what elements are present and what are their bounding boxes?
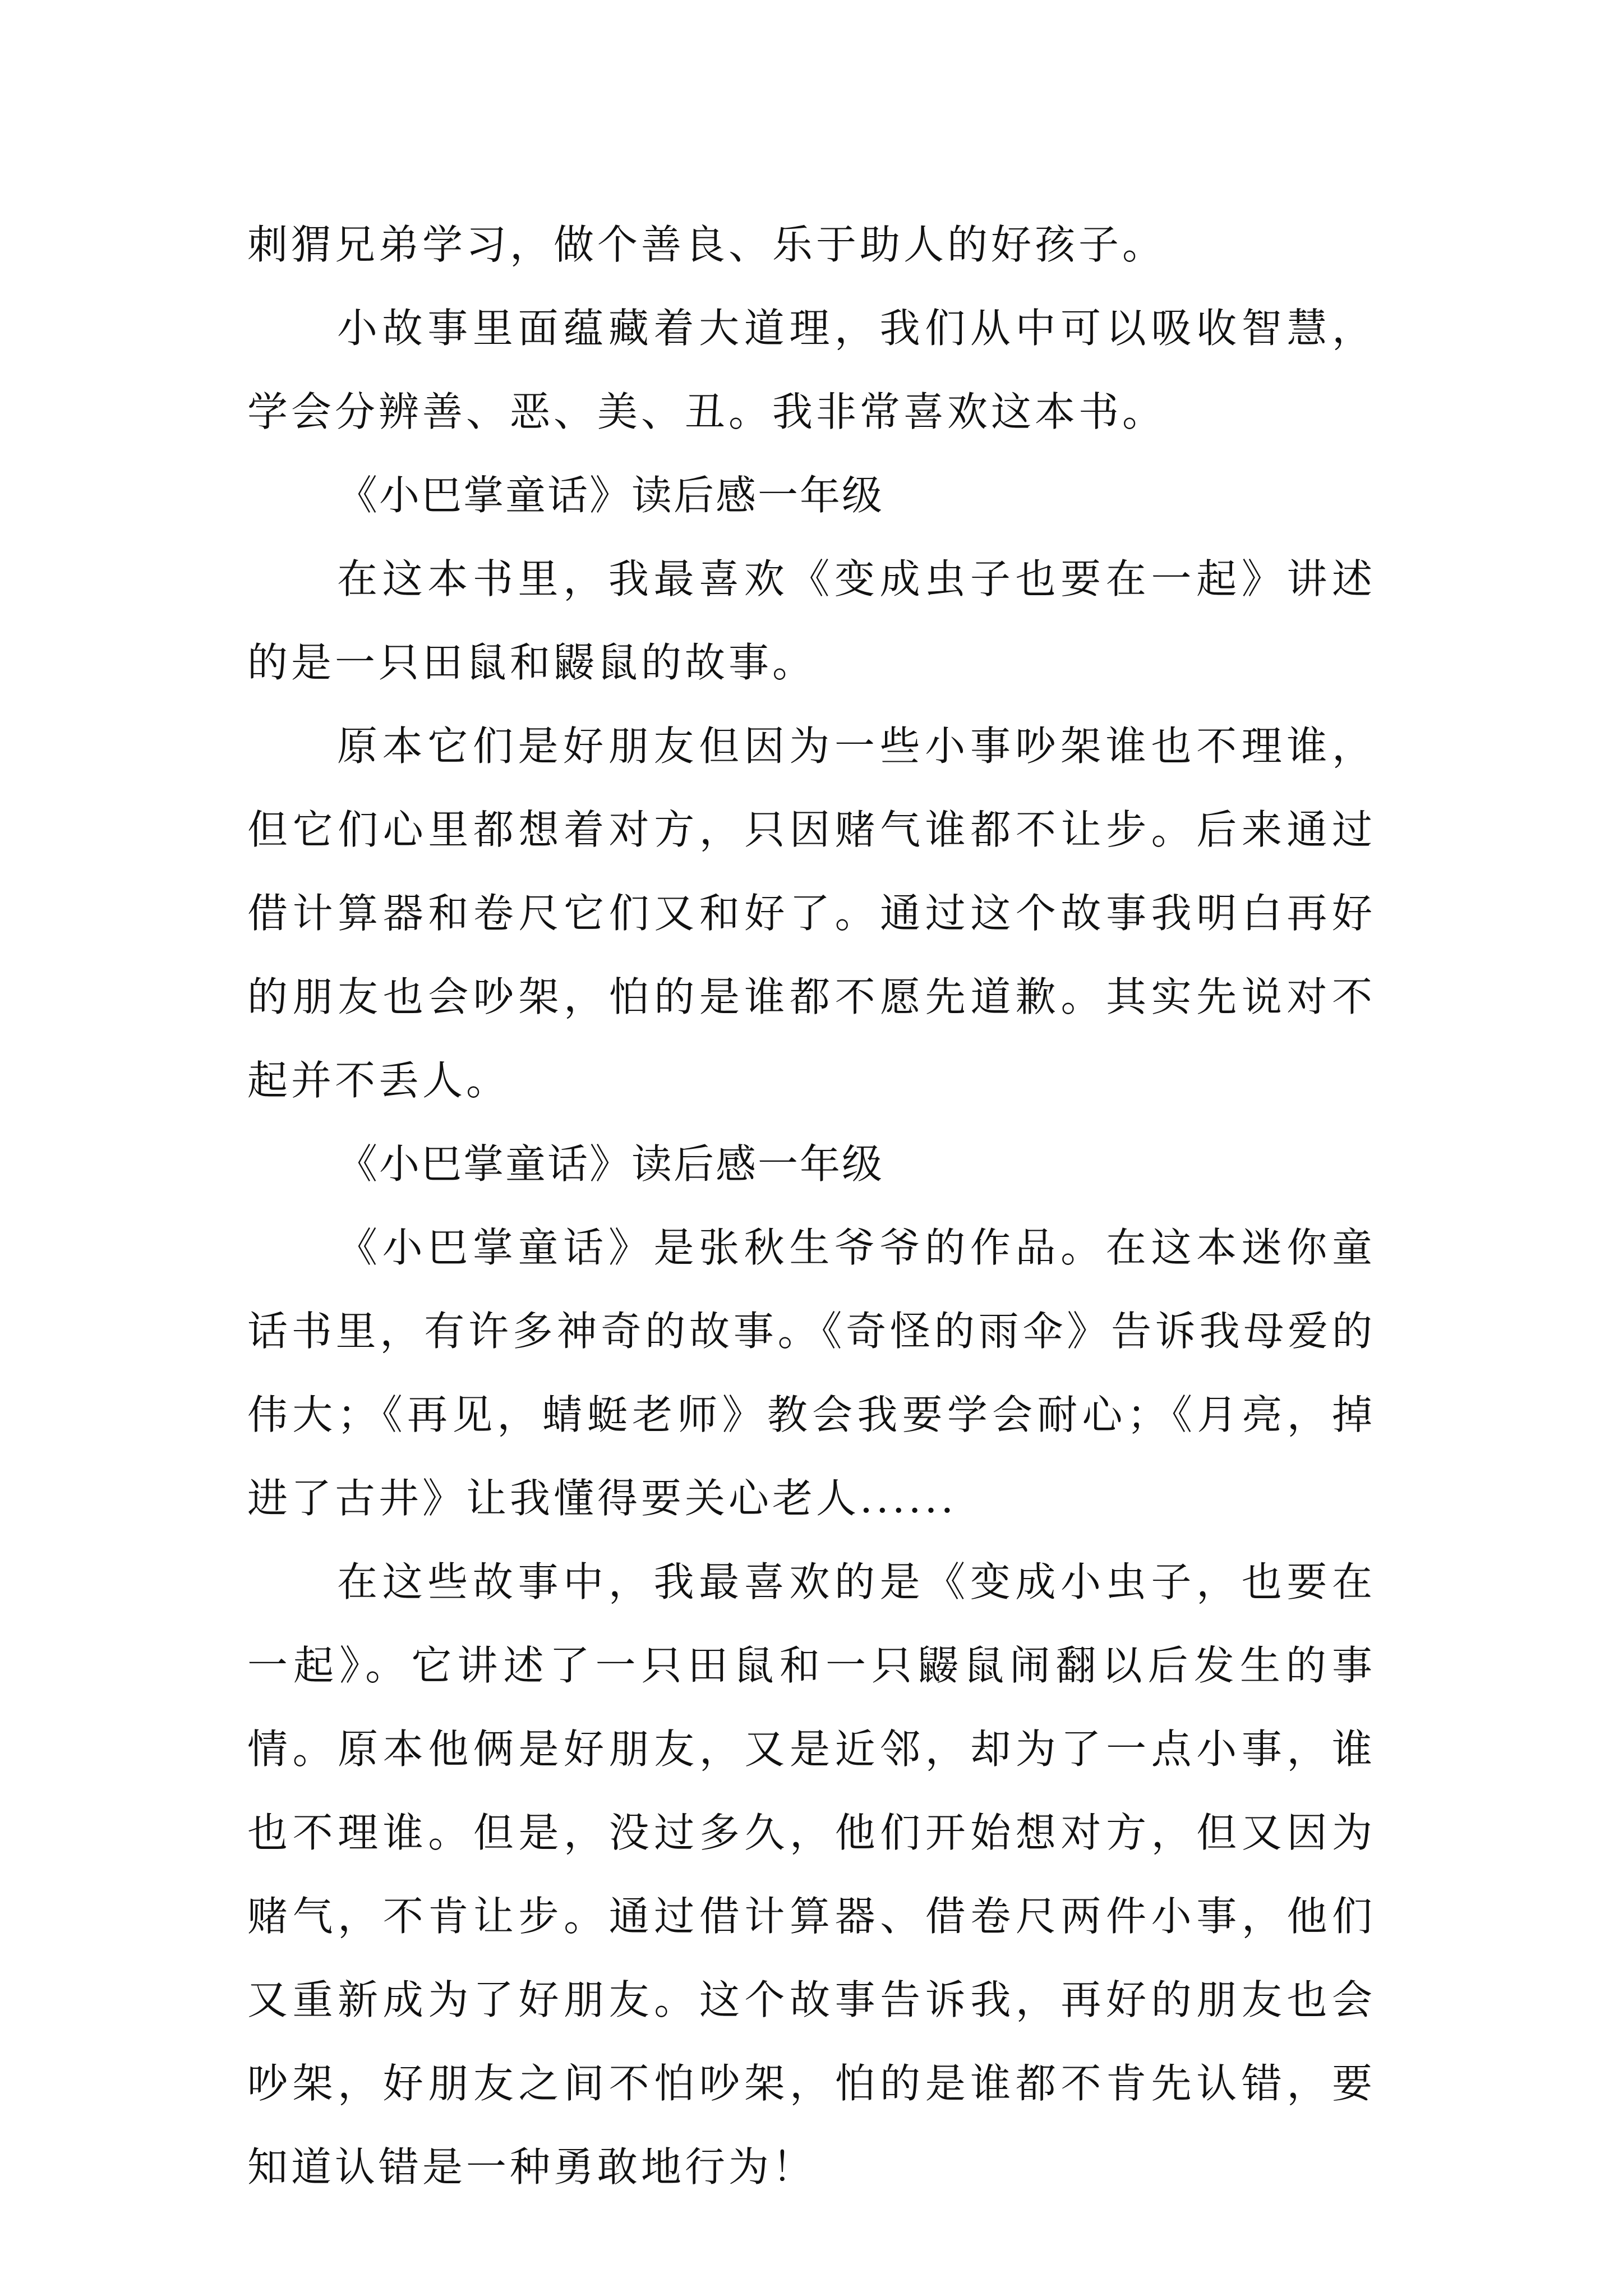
paragraph-story-wisdom: 小故事里面蕴藏着大道理，我们从中可以吸收智慧，学会分辨善、恶、美、丑。我非常喜欢这本书。 [247,305,1376,435]
document-body [247,203,1376,2209]
paragraph-continuation: 刺猬兄弟学习，做个善良、乐于助人的好孩子。 [247,221,1166,268]
essay-title: 《小巴掌童话》读后感一年级 [337,1140,884,1188]
paragraph-favorite-story-detail: 在这些故事中，我最喜欢的是《变成小虫子，也要在一起》。它讲述了一只田鼠和一只鼹鼠闹翻以后发生的事情。原本他俩是好朋友，又是近邻，却为了一点小事，谁也不理谁。但是，没过多久，他们开始想对方，但又因为赌气，不肯让步。通过借计算器、借卷尺两件小事，他们又重新成为了好朋友。这个故事告诉我，再好的朋友也会吵架，好朋友之间不怕吵架，怕的是谁都不肯先认错，要知道认错是一种勇敢地行为！ [247,1558,1376,2191]
paragraph-favorite-story: 在这本书里，我最喜欢《变成虫子也要在一起》讲述的是一只田鼠和鼹鼠的故事。 [247,555,1376,686]
paragraph-book-intro: 《小巴掌童话》是张秋生爷爷的作品。在这本迷你童话书里，有许多神奇的故事。《奇怪的雨伞》告诉我母爱的伟大；《再见，蜻蜓老师》教会我要学会耐心；《月亮，掉进了古井》让我懂得要关心老人...... [247,1224,1376,1522]
paragraph-friends-quarrel: 原本它们是好朋友但因为一些小事吵架谁也不理谁，但它们心里都想着对方，只因赌气谁都不让步。后来通过借计算器和卷尺它们又和好了。通过这个故事我明白再好的朋友也会吵架，怕的是谁都不愿先道歉。其实先说对不起并不丢人。 [247,723,1376,1104]
essay-title: 《小巴掌童话》读后感一年级 [337,472,884,519]
